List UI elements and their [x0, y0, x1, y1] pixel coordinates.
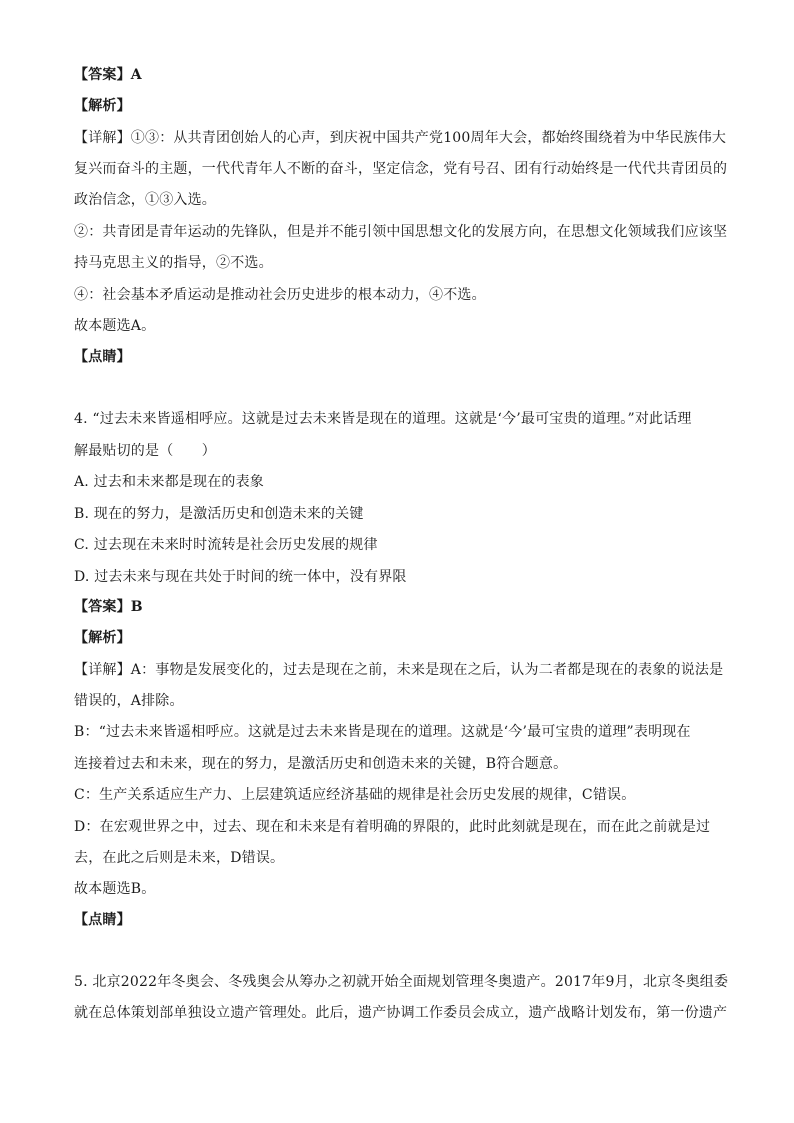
q3-detail-line-3: 政治信念，①③入选。 [74, 192, 216, 208]
q5-stem-line-1: 5. 北京2022年冬奥会、冬残奥会从筹办之初就开始全面规划管理冬奥遗产。2017年9月，北京冬奥组委 [74, 974, 729, 990]
q3-detail-line-2: 复兴而奋斗的主题，一代代青年人不断的奋斗，坚定信念，党有号召、团有行动始终是一代代共青团员的 [74, 161, 728, 177]
q5-stem-line-2: 就在总体策划部单独设立遗产管理处。此后，遗产协调工作委员会成立，遗产战略计划发布，第一份遗产 [74, 1005, 728, 1021]
q4-detail-line-3: B：“过去未来皆遥相呼应。这就是过去未来皆是现在的道理。这就是‘今’最可宝贵的道理”表明现在 [74, 724, 691, 740]
q4-detail-line-1: 【详解】A：事物是发展变化的，过去是现在之前，未来是现在之后，认为二者都是现在的表象的说法是 [74, 662, 724, 678]
q4-detail-line-2: 错误的，A排除。 [74, 693, 184, 709]
q3-conclusion: 故本题选A。 [74, 318, 156, 334]
q4-detail-line-7: 去，在此之后则是未来，D错误。 [74, 850, 285, 866]
q3-detail-line-4: ②：共青团是青年运动的先锋队，但是并不能引领中国思想文化的发展方向，在思想文化领域我们应该坚 [74, 224, 728, 240]
q4-option-a: A. 过去和未来都是现在的表象 [74, 474, 265, 490]
q3-comment-heading: 【点睛】 [74, 349, 131, 365]
q4-conclusion: 故本题选B。 [74, 881, 156, 897]
q4-stem-line-2: 解最贴切的是（ ） [74, 443, 216, 459]
q4-detail-line-6: D：在宏观世界之中，过去、现在和未来是有着明确的界限的，此时此刻就是现在，而在此之前就是过 [74, 819, 711, 835]
q3-detail-line-6: ④：社会基本矛盾运动是推动社会历史进步的根本动力，④不选。 [74, 287, 486, 303]
q3-answer: 【答案】A [74, 67, 142, 83]
q4-detail-line-4: 连接着过去和未来，现在的努力，是激活历史和创造未来的关键，B符合题意。 [74, 756, 568, 772]
q4-option-d: D. 过去未来与现在共处于时间的统一体中，没有界限 [74, 569, 407, 585]
q4-option-b: B. 现在的努力，是激活历史和创造未来的关键 [74, 506, 364, 522]
q4-detail-line-5: C：生产关系适应生产力、上层建筑适应经济基础的规律是社会历史发展的规律，C错误。 [74, 787, 636, 803]
q4-comment-heading: 【点睛】 [74, 912, 131, 928]
q4-analysis-heading: 【解析】 [74, 630, 131, 646]
q4-stem-line-1: 4. “过去未来皆遥相呼应。这就是过去未来皆是现在的道理。这就是‘今’最可宝贵的道理。”对此话理 [74, 411, 692, 427]
q4-answer: 【答案】B [74, 599, 143, 615]
q3-detail-line-5: 持马克思主义的指导，②不选。 [74, 255, 273, 271]
q3-analysis-heading: 【解析】 [74, 98, 131, 114]
q3-detail-line-1: 【详解】①③：从共青团创始人的心声，到庆祝中国共产党100周年大会，都始终围绕着为中华民族伟大 [74, 130, 727, 146]
q4-option-c: C. 过去现在未来时时流转是社会历史发展的规律 [74, 537, 378, 553]
